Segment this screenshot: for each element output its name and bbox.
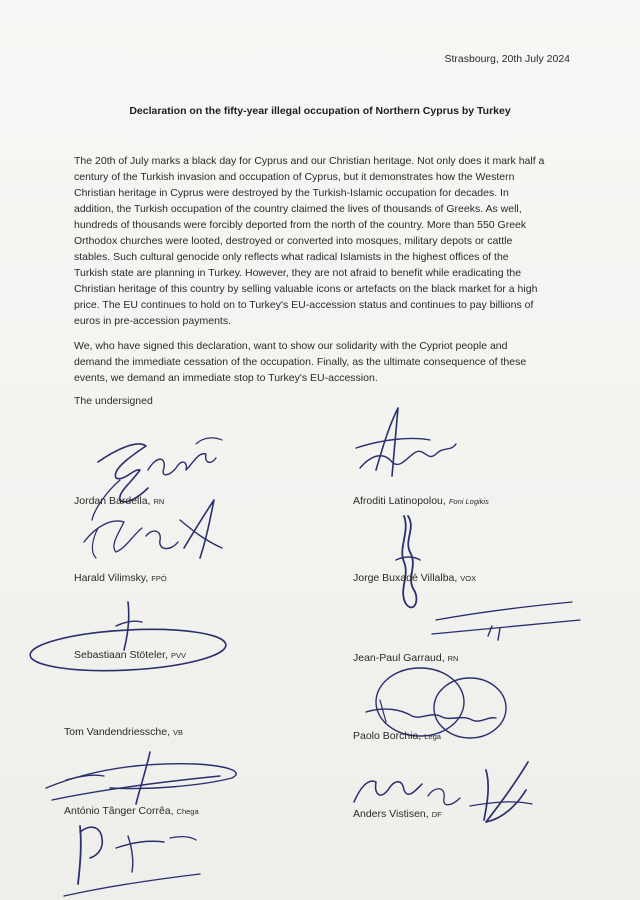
signatory-party: Lega xyxy=(424,732,441,741)
signatory-borchia xyxy=(353,730,441,742)
signatory-latinopolou xyxy=(353,495,489,507)
signatory-stoteler xyxy=(74,649,186,661)
text-line: Orthodox churches were looted, destroyed or converted into mosques, military depots or cattle xyxy=(74,235,513,247)
text-line: addition, the Turkish occupation of the country claimed the lives of thousands of Greeks. As well, xyxy=(74,203,522,215)
signatory-correa xyxy=(64,805,199,817)
signatory-name: Jorge Buxadé Villalba, xyxy=(353,572,458,584)
signatory-name: Paolo Borchia, xyxy=(353,730,422,742)
paragraph-1 xyxy=(74,153,574,329)
signatory-name: Afroditi Latinopolou, xyxy=(353,495,446,507)
signatory-bardella xyxy=(74,495,164,507)
signatory-party: VB xyxy=(173,728,184,737)
place-date: Strasbourg, 20th July 2024 xyxy=(444,53,570,65)
signatory-name: Anders Vistisen, xyxy=(353,808,429,820)
signatory-vistisen xyxy=(353,808,442,820)
signatory-party: Chega xyxy=(176,807,199,816)
document-title: Declaration on the fifty-year illegal occupation of Northern Cyprus by Turkey xyxy=(129,105,511,117)
signature-borchia xyxy=(366,668,506,738)
signature-buxade xyxy=(396,516,420,607)
signature-correa xyxy=(46,752,236,804)
signatory-name: Jordan Bardella, xyxy=(74,495,151,507)
text-line: The 20th of July marks a black day for Cyprus and our Christian heritage. Not only does it mark half a xyxy=(74,155,545,167)
signatory-name: Tom Vandendriessche, xyxy=(64,726,171,738)
signature-latinopolou xyxy=(356,408,456,476)
undersigned-label: The undersigned xyxy=(74,395,153,407)
signatory-party: VOX xyxy=(460,574,477,583)
signatory-name: Sebastiaan Stöteler, xyxy=(74,649,168,661)
text-line: demand the immediate cessation of the occupation. Finally, as the ultimate consequence of these xyxy=(74,356,527,368)
signatory-party: Foni Logikis xyxy=(448,497,489,506)
signatory-party: RN xyxy=(447,654,459,663)
text-line: Christian heritage in Cyprus were destroyed by the Turkish-Islamic occupation for decades. In xyxy=(74,187,509,199)
signatory-name: António Tânger Corrêa, xyxy=(64,805,174,817)
signature-bardella xyxy=(92,438,222,520)
signature-stoteler xyxy=(29,602,227,675)
text-line: century of the Turkish invasion and occupation of Cyprus, but it demonstrates how the Western xyxy=(74,171,515,183)
signatory-vilimsky xyxy=(74,572,167,584)
signatory-buxade xyxy=(353,572,476,584)
signatory-party: RN xyxy=(153,497,165,506)
text-line: hundreds of thousands were forcibly deported from the north of the country. More than 550 Greek xyxy=(74,219,527,231)
text-line: Christian heritage of this country by selling valuable icons or artefacts on the black market for a high xyxy=(74,283,538,295)
text-line: events, we demand an immediate stop to Turkey's EU-accession. xyxy=(74,372,378,384)
signature-vandendriessche xyxy=(64,826,200,896)
text-line: stables. Such cultural genocide only reflects what radical Islamists in the highest offices of the xyxy=(74,251,509,263)
text-line: price. The EU continues to hold on to Turkey's EU-accession status and continues to pay billions of xyxy=(74,299,534,311)
signatory-party: DF xyxy=(431,810,442,819)
signatory-party: PVV xyxy=(170,651,186,660)
text-line: Turkish state are planning in Turkey. However, they are not afraid to benefit while eradicating the xyxy=(74,267,522,279)
signatory-vandendriessche xyxy=(64,726,183,738)
paragraph-2 xyxy=(74,338,574,386)
signatory-garraud xyxy=(353,652,458,664)
signature-vilimsky xyxy=(84,500,222,558)
signatory-name: Jean-Paul Garraud, xyxy=(353,652,445,664)
signatory-name: Harald Vilimsky, xyxy=(74,572,149,584)
text-line: euros in pre-accession payments. xyxy=(74,315,231,327)
signature-garraud xyxy=(432,602,580,640)
signatory-party: FPÖ xyxy=(151,574,167,583)
text-line: We, who have signed this declaration, want to show our solidarity with the Cypriot people and xyxy=(74,340,508,352)
